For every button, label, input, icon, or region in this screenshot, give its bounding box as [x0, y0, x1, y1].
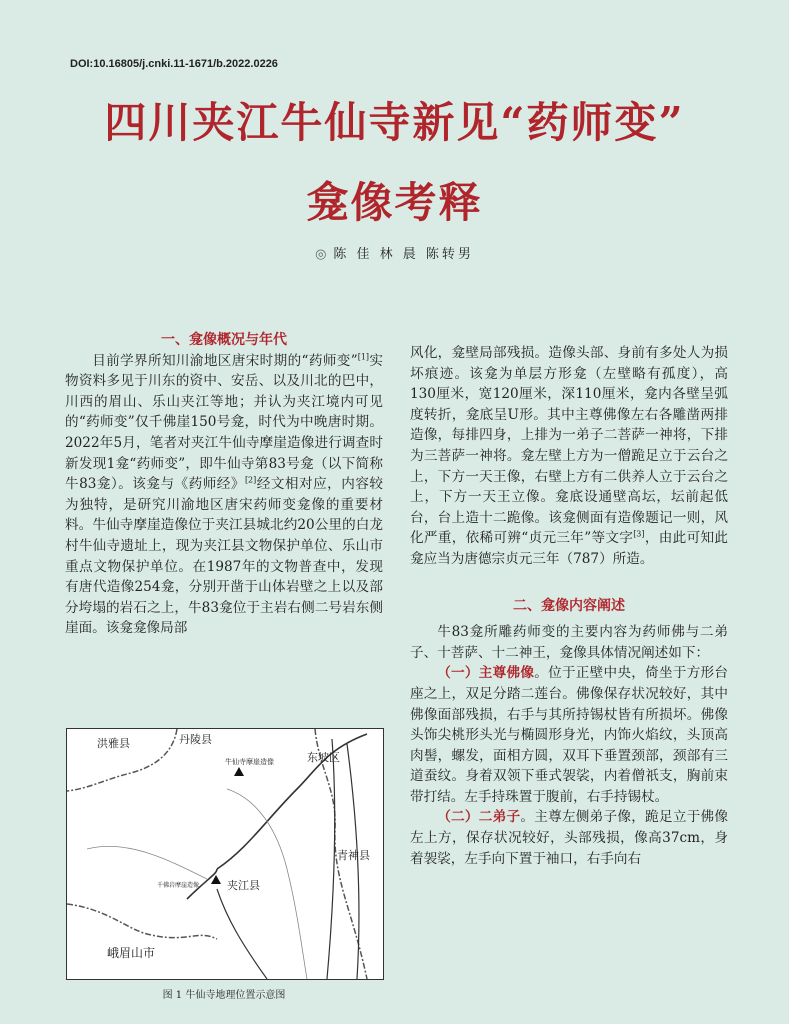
- map-label-niuxiansi: 牛仙寺摩崖造像: [225, 758, 274, 766]
- location-map: [67, 729, 383, 979]
- text-segment: 。位于正壁中央，倚坐于方形台座之上，双足分踏二莲台。佛像保存状况较好，其中佛像面部残损，右手与其所持锡杖皆有所损坏。佛像头饰尖桃形头光与椭圆形身光，内饰火焰纹，头顶高肉髻，螺发，面相方圆，双耳下垂置颈部，颈部有三道蚕纹。身着双领下垂式袈裟，内着僧祇支，胸前束带打结。左手持珠置于腹前，右手持锡杖。: [410, 665, 729, 805]
- map-label-danleng: 丹陵县: [179, 733, 212, 746]
- boundary-line: [67, 904, 217, 939]
- map-label-dongpo: 东坡区: [307, 751, 340, 764]
- reference-2[interactable]: [2]: [244, 475, 257, 485]
- map-label-emei: 峨眉山市: [107, 946, 156, 960]
- author-names: 陈 佳 林 晨 陈转男: [333, 247, 474, 262]
- text-segment: 目前学界所知川渝地区唐宋时期的“药师变”: [92, 352, 358, 369]
- authors: [0, 243, 789, 262]
- section-heading-2: 二、龛像内容阐述: [513, 597, 625, 614]
- section-heading-1: 一、龛像概况与年代: [161, 332, 287, 348]
- location-map-figure: [66, 728, 384, 980]
- figure-caption: 图 1 牛仙寺地理位置示意图: [162, 990, 286, 1001]
- site-marker-niuxiansi: [234, 767, 244, 776]
- road: [87, 846, 207, 879]
- section-2-intro: 牛83龛所雕药师变的主要内容为药师佛与二弟子、十菩萨、十二神王，龛像具体情况阐述如下：: [410, 624, 728, 661]
- continued-paragraph: [410, 343, 728, 570]
- text-segment: ，由此可知此龛应当为唐德宗贞元三年（787）所造。: [410, 530, 728, 567]
- doi-line: DOI:10.16805/j.cnki.11-1671/b.2022.0226: [70, 58, 278, 70]
- reference-3[interactable]: [3]: [633, 529, 645, 539]
- intro-paragraph: [65, 351, 383, 639]
- map-label-jiajiang: 夹江县: [227, 879, 260, 892]
- author-mark: ◎: [315, 247, 330, 262]
- right-column: [410, 343, 728, 869]
- subheading-disciples: （二）二弟子: [437, 809, 521, 826]
- river: [327, 739, 335, 979]
- river: [217, 889, 267, 979]
- article-title-line-2: 龛像考释: [306, 178, 483, 227]
- map-label-qianfo: 千佛岩摩崖造像: [157, 882, 200, 889]
- map-label-hongya: 洪雅县: [97, 737, 130, 750]
- disciples-paragraph: [410, 807, 728, 869]
- map-label-qingshen: 青神县: [337, 849, 370, 862]
- text-segment: 。主尊左侧弟子像，跪足立于佛像左上方，保存状况较好，头部残损，像高37cm，身着袈裟，左手向下置于袖口，右手向右: [410, 809, 729, 867]
- article-title-line-1: 四川夹江牛仙寺新见“药师变”: [104, 98, 685, 147]
- text-segment: 经文相对应，内容较为独特，是研究川渝地区唐宋药师变龛像的重要材料。牛仙寺摩崖造像位于夹江县城北约20公里的白龙村牛仙寺遗址上，现为夹江县文物保护单位、乐山市重点文物保护单位。在1987年的文物普查中，发现有唐代造像254龛，分别开凿于山体岩壁之上以及部分垮塌的岩石之上，牛83龛位于主岩右侧二号岩东侧崖面。该龛龛像局部: [65, 476, 383, 637]
- left-column: [65, 330, 383, 639]
- text-segment: 实物资料多见于川东的资中、安岳、以及川北的巴中，川西的眉山、乐山夹江等地；并认为夹江境内可见的“药师变”仅千佛崖150号龛，时代为中晚唐时期。2022年5月，笔者对夹江牛仙寺摩崖造像进行调查时新发现1龛“药师变”，即牛仙寺第83号龛（以下简称牛83龛）。该龛与《药师经》: [65, 352, 384, 493]
- subheading-main-buddha: （一）主尊佛像: [437, 665, 535, 682]
- text-segment: 风化，龛壁局部残损。造像头部、身前有多处人为损坏痕迹。该龛为单层方形龛（左壁略有孤度），高130厘米，宽120厘米，深110厘米，龛内各壁呈弧度转折，龛底呈U形。其中主尊佛像左右各雕凿两排造像，每排四身，上排为一弟子二菩萨一神将，下排为三菩萨一神将。龛左壁上方为一僧跪足立于云台之上，下方一天王像，右壁上方有二供养人立于云台之上，下方一天王立像。龛底设通壁高坛，坛前起低台，台上造十二跪像。该龛侧面有造像题记一则，风化严重，依稀可辨“贞元三年”等文字: [410, 345, 728, 547]
- main-buddha-paragraph: [410, 663, 728, 807]
- reference-1[interactable]: [1]: [357, 352, 370, 362]
